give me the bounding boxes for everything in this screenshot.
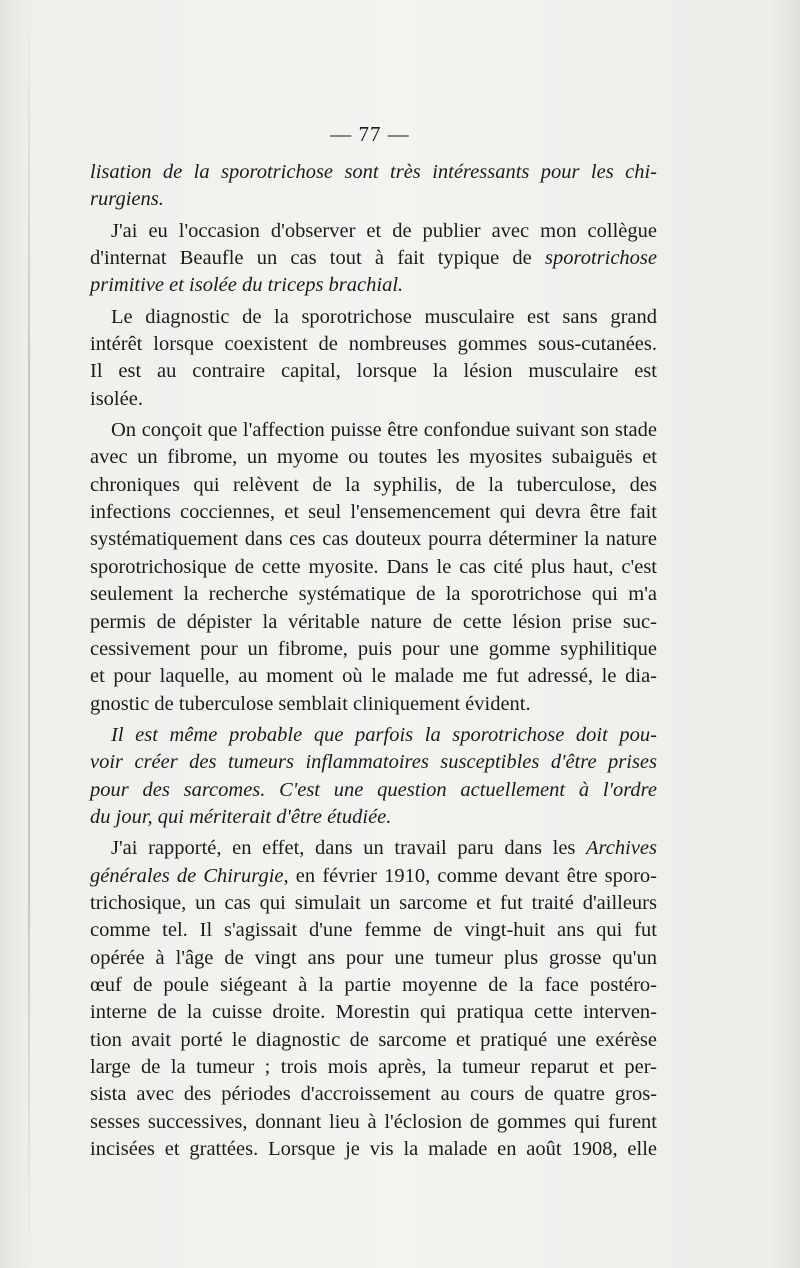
text-line: incisées et grattées. Lorsque je vis la malade en août 1908, elle xyxy=(90,1138,657,1161)
text-line: On conçoit que l'affection puisse être confondue suivant son stade xyxy=(111,419,657,442)
text-line: et pour laquelle, au moment où le malade me fut adressé, le dia- xyxy=(90,665,657,688)
text-line: isolée. xyxy=(90,387,143,410)
text-line: sesses successives, donnant lieu à l'éclosion de gommes qui furent xyxy=(90,1110,657,1133)
text-line: voir créer des tumeurs inflammatoires susceptibles d'être prises xyxy=(90,751,657,774)
text-line: comme tel. Il s'agissait d'une femme de vingt-huit ans qui fut xyxy=(90,919,657,942)
text-line: Il est même probable que parfois la sporotrichose doit pou- xyxy=(111,723,657,746)
text-line: infections cocciennes, et seul l'ensemencement qui devra être fait xyxy=(90,501,657,524)
text-line: avec un fibrome, un myome ou toutes les myosites subaiguës et xyxy=(90,446,657,469)
text-line: J'ai rapporté, en effet, dans un travail paru dans les Archives xyxy=(111,837,657,860)
text-line: intérêt lorsque coexistent de nombreuses gommes sous-cutanées. xyxy=(90,333,657,356)
text-line: seulement la recherche systématique de la sporotrichose qui m'a xyxy=(90,583,657,606)
text-line: œuf de poule siégeant à la partie moyenne de la face postéro- xyxy=(90,973,657,996)
text-line: gnostic de tuberculose semblait cliniquement évident. xyxy=(90,692,531,715)
page-binding-shadow xyxy=(28,0,30,1268)
paragraph xyxy=(90,159,657,214)
text-line: interne de la cuisse droite. Morestin qui pratiqua cette interven- xyxy=(90,1001,657,1024)
text-line: primitive et isolée du triceps brachial. xyxy=(90,274,404,297)
text-line: rurgiens. xyxy=(90,188,164,211)
text-line: opérée à l'âge de vingt ans pour une tumeur plus grosse qu'un xyxy=(90,946,657,969)
paragraph xyxy=(90,722,657,831)
text-line: tion avait porté le diagnostic de sarcome et pratiqué une exérèse xyxy=(90,1028,657,1051)
text-line: Le diagnostic de la sporotrichose musculaire est sans grand xyxy=(111,305,657,328)
text-line: sista avec des périodes d'accroissement au cours de quatre gros- xyxy=(90,1083,657,1106)
text-line: J'ai eu l'occasion d'observer et de publier avec mon collègue xyxy=(111,219,657,242)
text-line: générales de Chirurgie, en février 1910, comme devant être sporo- xyxy=(90,864,657,887)
text-line: lisation de la sporotrichose sont très intéressants pour les chi- xyxy=(90,161,657,183)
text-line: pour des sarcomes. C'est une question actuellement à l'ordre xyxy=(90,778,657,801)
text-line: chroniques qui relèvent de la syphilis, de la tuberculose, des xyxy=(90,473,657,496)
body-text xyxy=(90,159,657,1163)
text-line: systématiquement dans ces cas douteux pourra déterminer la nature xyxy=(90,528,657,551)
paragraph xyxy=(90,218,657,300)
text-line: trichosique, un cas qui simulait un sarcome et fut traité d'ailleurs xyxy=(90,891,657,914)
text-line: cessivement pour un fibrome, puis pour une gomme syphilitique xyxy=(90,637,657,660)
text-line: permis de dépister la véritable nature de cette lésion prise suc- xyxy=(90,610,657,633)
text-line: du jour, qui mériterait d'être étudiée. xyxy=(90,805,392,828)
page-number: — 77 — xyxy=(330,122,410,146)
paragraph xyxy=(90,835,657,1163)
text-line: Il est au contraire capital, lorsque la lésion musculaire est xyxy=(90,360,657,383)
text-line: sporotrichosique de cette myosite. Dans le cas cité plus haut, c'est xyxy=(90,555,657,578)
text-line: large de la tumeur ; trois mois après, la tumeur reparut et per- xyxy=(90,1056,657,1078)
text-line: d'internat Beaufle un cas tout à fait typique de sporotrichose xyxy=(90,247,657,270)
paragraph xyxy=(90,417,657,718)
paragraph xyxy=(90,304,657,413)
